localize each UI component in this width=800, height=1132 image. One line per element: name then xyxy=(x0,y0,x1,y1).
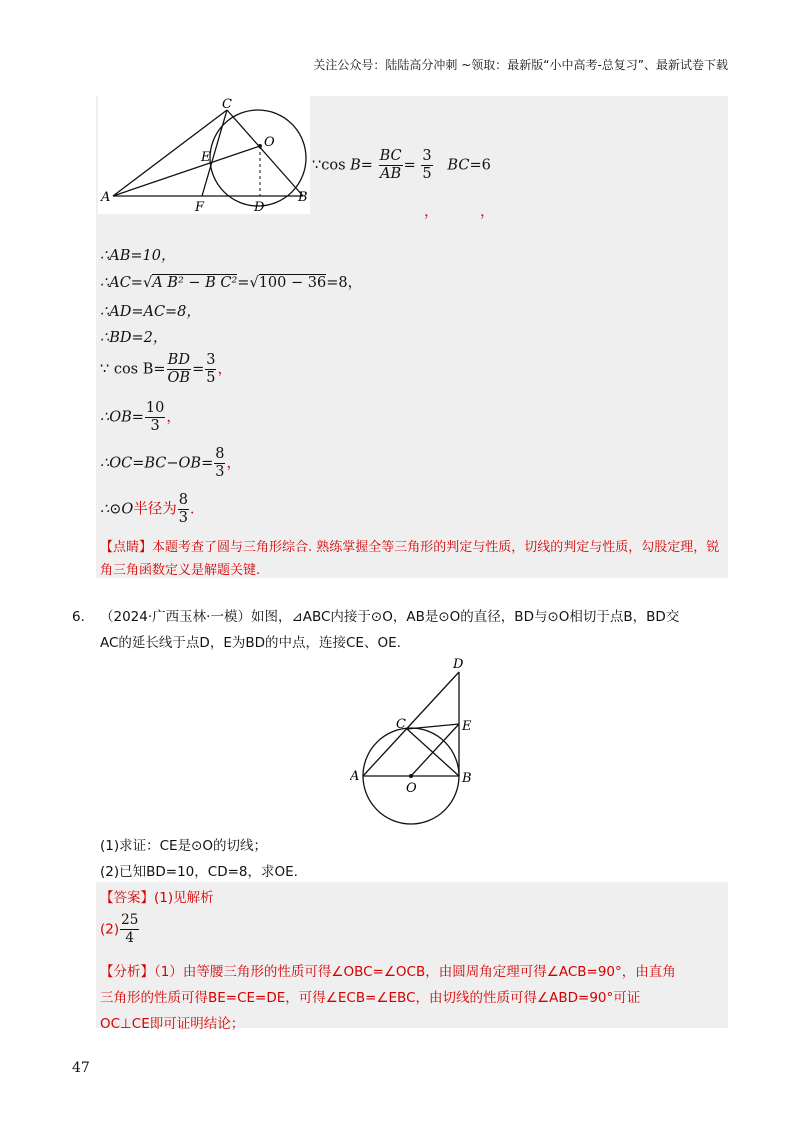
page-header: 关注公众号：陆陆高分冲刺 ~领取：最新版“小中高考-总复习”、最新试卷下载 xyxy=(313,58,728,72)
problem-line-1: （2024·广西玉林·一模）如图，⊿ABC内接于⊙O，AB是⊙O的直径，BD与⊙O相切于点B，BD交 xyxy=(100,609,680,625)
fig2-label-A: A xyxy=(350,769,360,784)
fig2-label-B: B xyxy=(462,771,472,786)
figure-circle-triangle-1 xyxy=(98,96,310,214)
comma-2: ， xyxy=(480,204,495,220)
label-F: F xyxy=(195,200,205,214)
solution-oc: ∴OC=BC−OB= $\frac{8}{3}$ ， xyxy=(100,446,241,480)
analysis-line-2: 三角形的性质可得BE=CE=DE，可得∠ECB=∠EBC，由切线的性质可得∠ABD=90°可证 xyxy=(100,990,641,1006)
solution-ob: ∴OB= $\frac{10}{3}$ ， xyxy=(100,400,181,434)
fig2-label-O: O xyxy=(406,781,417,796)
analysis-line-1: 【分析】（1）由等腰三角形的性质可得∠OBC=∠OCB，由圆周角定理可得∠ACB=90°，由直角 xyxy=(100,964,676,980)
label-O: O xyxy=(264,135,275,150)
solution-ad: ∴AD=AC=8， xyxy=(100,304,201,320)
sub-question-2: (2)已知BD=10，CD=8，求OE. xyxy=(100,864,298,880)
label-D: D xyxy=(254,200,265,214)
geometry-diagram-2 xyxy=(350,656,480,826)
label-A: A xyxy=(101,190,111,205)
analysis-line-3: OC⊥CE即可证明结论； xyxy=(100,1016,245,1032)
comment-note: 【点睛】本题考查了圆与三角形综合. 熟练掌握全等三角形的判定与性质，切线的判定与性质，勾股定理，锐角三角函数定义是解题关键. xyxy=(100,540,720,578)
solution-ab: ∴AB=10， xyxy=(100,248,176,264)
page-number: 47 xyxy=(72,1060,90,1076)
answer-label: 【答案】(1)见解析 xyxy=(100,890,214,906)
solution-cos2: ∵ cos B= $\frac{BD}{OB}$ = $\frac{3}{5}$ ， xyxy=(100,352,232,386)
cos-b-line: ∵cos B= $\frac{BC}{AB}$ = $\frac{3}{5}$ BC=6 xyxy=(312,148,491,182)
geometry-diagram-1 xyxy=(98,96,310,214)
comma-1: ， xyxy=(424,204,439,220)
fig2-label-D: D xyxy=(453,657,464,672)
answer-part2: (2) $\frac{25}{4}$ xyxy=(100,912,139,946)
label-C: C xyxy=(222,97,232,112)
fig2-label-C: C xyxy=(396,717,406,732)
label-B: B xyxy=(298,190,308,205)
problem-number: 6． xyxy=(72,609,95,625)
solution-bd: ∴BD=2， xyxy=(100,330,168,346)
solution-ac: ∴AC=√A B² − B C²=√100 − 36=8， xyxy=(100,275,363,291)
solution-radius: ∴⊙O半径为 $\frac{8}{3}$ ． xyxy=(100,492,205,526)
label-E: E xyxy=(201,150,211,165)
fig2-label-E: E xyxy=(462,719,472,734)
sub-question-1: (1)求证：CE是⊙O的切线； xyxy=(100,838,268,854)
problem-line-2: AC的延长线于点D，E为BD的中点，连接CE、OE. xyxy=(100,635,401,651)
